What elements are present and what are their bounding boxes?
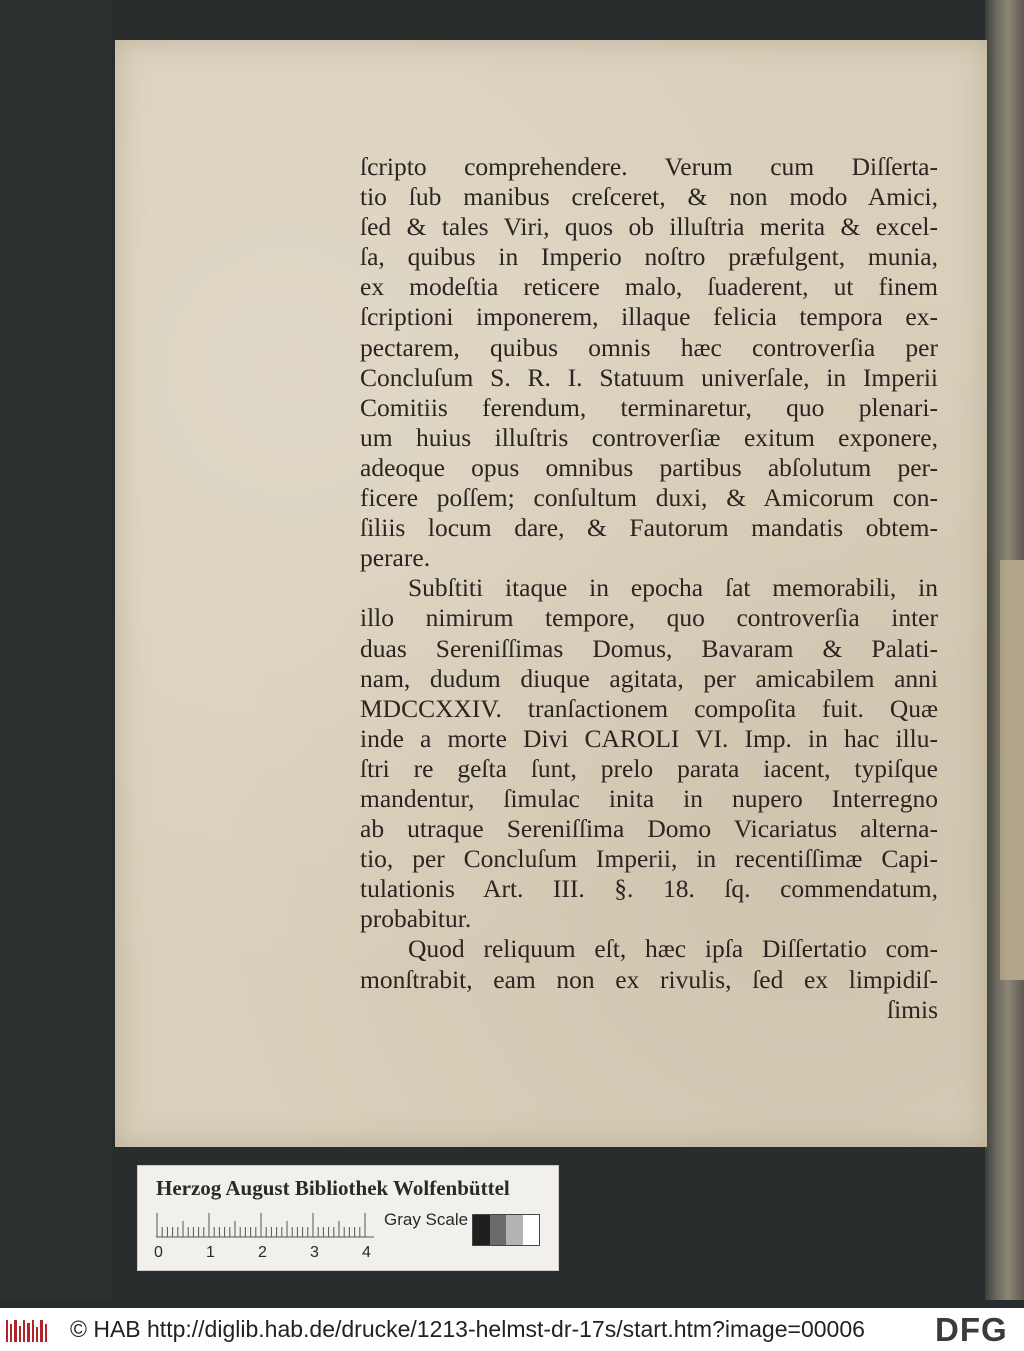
ruler-number: 2 [258,1244,267,1261]
viewer-footer [0,1308,1024,1351]
library-name: Herzog August Bibliothek Wolfenbüttel [156,1176,510,1200]
swatch-dark-gray [490,1215,507,1245]
text-line: ſcripto comprehendere. Verum cum Diſſerta- [360,152,938,181]
text-line: ex modeſtia reticere malo, ſuaderent, ut finem [360,272,938,302]
ruler-number: 3 [310,1244,319,1261]
text-line: ab utraque Sereniſſima Domo Vicariatus alterna- [360,814,938,844]
dfg-logo: DFG [935,1311,1008,1348]
swatch-black [473,1215,490,1245]
text-line: ficere poſſem; conſultum duxi, & Amicorum con- [360,483,938,513]
text-line: ſed & tales Viri, quos ob illuſtria merita & excel- [360,212,938,242]
catchword: ſimis [886,994,938,1024]
text-line: duas Sereniſſimas Domus, Bavaram & Palati- [360,633,938,663]
text-line: Subſtiti itaque in epocha ſat memorabili, in [408,573,938,603]
ruler-number: 1 [206,1244,215,1261]
text-line: ſiliis locum dare, & Fautorum mandatis obtem- [360,513,938,543]
text-line: ſtri re geſta ſunt, prelo parata iacent, typiſque [360,753,938,783]
page-text [360,152,938,1025]
text-line: monſtrabit, eam non ex rivulis, ſed ex limpidiſ- [360,964,938,994]
source-url-link[interactable]: © HAB http://diglib.hab.de/drucke/1213-helmst-dr-17s/start.htm?image=00006 [70,1316,865,1342]
text-line: ſa, quibus in Imperio noſtro præfulgent, munia, [360,242,938,272]
swatch-light-gray [506,1215,523,1245]
scan-left-margin [0,0,112,1300]
text-line: mandentur, ſimulac inita in nupero Interregno [360,783,938,813]
text-line: um huius illuſtris controverſiæ exitum exponere, [360,422,938,452]
adjacent-page-edge [1000,560,1024,980]
text-line: Quod reliquum eſt, hæc ipſa Diſſertatio com- [408,934,938,964]
gray-scale-swatches [472,1214,540,1246]
gray-scale-label: Gray Scale [384,1210,469,1229]
text-line: probabitur. [360,904,472,934]
text-line: adeoque opus omnibus partibus abſolutum per- [360,452,938,482]
hab-barcode-logo-icon [6,1318,50,1344]
text-line: tio, per Concluſum Imperii, in recentiſſimæ Capi- [360,844,938,874]
text-line: illo nimirum tempore, quo controverſia inter [360,603,938,633]
text-line: ſcriptioni imponerem, illaque felicia tempora ex- [360,302,938,332]
ruler-number: 0 [154,1244,163,1261]
text-line: tulationis Art. III. §. 18. ſq. commendatum, [360,874,938,904]
text-line: nam, dudum diuque agitata, per amicabilem anni [360,663,938,693]
text-line: Comitiis ferendum, terminaretur, quo plenari- [360,392,938,422]
text-line: tio ſub manibus creſceret, & non modo Amici, [360,182,938,212]
library-color-card [137,1165,559,1271]
text-line: pectarem, quibus omnis hæc controverſia per [360,332,938,362]
ruler-number: 4 [362,1244,371,1261]
text-line: perare. [360,543,431,573]
text-line: inde a morte Divi CAROLI VI. Imp. in hac illu- [360,723,938,753]
scale-ruler [156,1212,374,1238]
text-line: MDCCXXIV. tranſactionem compoſita fuit. Quæ [360,693,938,723]
swatch-white [523,1215,540,1245]
text-line: Concluſum S. R. I. Statuum univerſale, in Imperii [360,362,938,392]
